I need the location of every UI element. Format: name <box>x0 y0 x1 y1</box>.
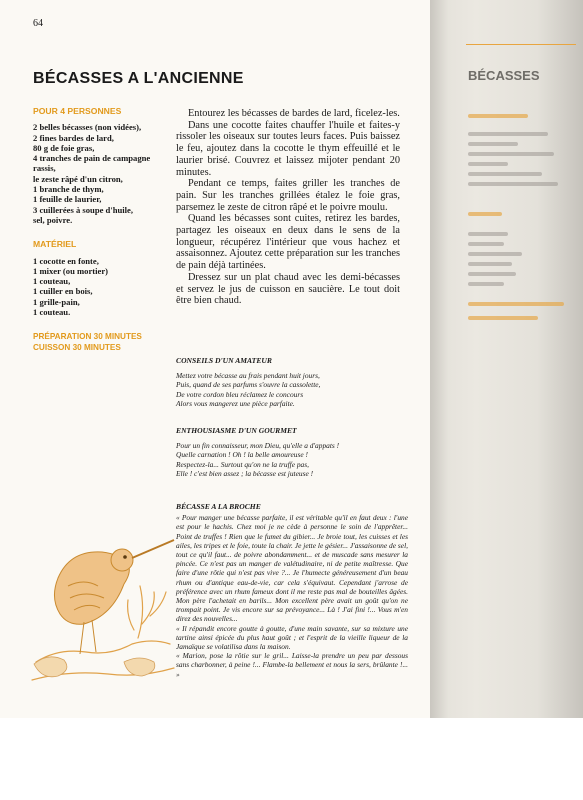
materiel-item: 1 mixer (ou mortier) <box>33 265 109 276</box>
materiel-heading: MATÉRIEL <box>33 239 77 250</box>
ingredient-item: 4 tranches de pain de campagne rassis, <box>33 153 151 174</box>
conseils-title: CONSEILS D'UN AMATEUR <box>176 356 272 365</box>
poem-line: Respectez-la... Surtout qu'on ne la truffe pas, <box>176 459 309 469</box>
poem-line: Alors vous mangerez une pièce parfaite. <box>176 398 295 408</box>
ingredient-item: le zeste râpé d'un citron, <box>33 173 123 184</box>
ingredient-item: sel, poivre. <box>33 214 73 225</box>
broche-paragraph: « Il répandit encore goutte à goutte, d'une main savante, sur sa mixture une tartine ainsi épicée du plus haut goût ; et l'esprit de la vieille liqueur de la Jamaïque se volatilisa dans la maison. <box>176 623 408 652</box>
ingredient-item: 2 fines bardes de lard, <box>33 132 114 143</box>
facing-page-bleed <box>430 0 583 718</box>
poem-line: Pour un fin connaisseur, mon Dieu, qu'elle a d'appats ! <box>176 441 340 451</box>
poem-line: Puis, quand de ses parfums s'ouvre la cassolette, <box>176 380 321 390</box>
scan-margin <box>0 718 583 800</box>
method-paragraph: Pendant ce temps, faites griller les tranches de pain. Sur les tranches grillées étalez le foie gras, parsemez le zeste de citron râpé et le poivre moulu. <box>176 178 400 213</box>
servings-heading: POUR 4 PERSONNES <box>33 106 122 116</box>
enthousiasme-block <box>176 426 406 478</box>
method-paragraph: Dans une cocotte faites chauffer l'huile et faites-y rissoler les oiseaux sur toutes leurs faces. Puis baissez le feu, ajoutez dans la cocotte le thym effeuillé et le laurier brisé. Couvrez et laissez mijoter pendant 20 minutes. <box>176 119 400 178</box>
materiel-item: 1 cuiller en bois, <box>33 286 93 297</box>
broche-title: BÉCASSE A LA BROCHE <box>176 502 261 511</box>
preparation-time: PRÉPARATION 30 MINUTES <box>33 332 142 342</box>
left-column <box>33 106 168 353</box>
page-number: 64 <box>33 18 43 29</box>
woodcock-illustration <box>28 512 176 698</box>
cooking-time: CUISSON 30 MINUTES <box>33 343 121 353</box>
poem-line: Mettez votre bécasse au frais pendant huit jours, <box>176 371 320 381</box>
ingredient-item: 1 feuille de laurier, <box>33 194 102 205</box>
materiel-item: 1 couteau, <box>33 276 71 287</box>
method-paragraph: Quand les bécasses sont cuites, retirez les bardes, partagez les oiseaux en deux dans le sens de la longueur, récupérez l'intérieur que vous hachez et assaisonnez. Ajoutez cette préparation sur les tranches de pain déjà tartinées. <box>176 213 400 272</box>
broche-paragraph: « Marion, pose la rôtie sur le gril... Laisse-la prendre un peu par dessous sans charbonner, à peine !... Flambe-la bellement et nous la sers, brûlante !... » <box>176 651 408 679</box>
materiel-item: 1 grille-pain, <box>33 296 80 307</box>
method-paragraph: Entourez les bécasses de bardes de lard, ficelez-les. <box>188 108 400 119</box>
materiel-item: 1 cocotte en fonte, <box>33 255 99 266</box>
ingredient-item: 3 cuillerées à soupe d'huile, <box>33 204 134 215</box>
ingredient-item: 2 belles bécasses (non vidées), <box>33 122 142 133</box>
enthousiasme-title: ENTHOUSIASME D'UN GOURMET <box>176 426 297 435</box>
conseils-block <box>176 356 406 408</box>
ingredient-item: 1 branche de thym, <box>33 184 104 195</box>
broche-block <box>176 502 408 679</box>
ingredient-item: 80 g de foie gras, <box>33 142 95 153</box>
recipe-title: BÉCASSES A L'ANCIENNE <box>33 70 244 87</box>
method-column <box>176 108 400 307</box>
facing-page-title: BÉCASSES <box>468 68 540 83</box>
materiel-item: 1 couteau. <box>33 307 71 318</box>
broche-paragraph: « Pour manger une bécasse parfaite, il est véritable qu'il en faut deux : l'une est pour le hachis. Chez moi je ne cède à personne le soin de l'apprêter... Point de truffes ! Rien que le fumet du gibier... Je broie tout, les cuisses et les ailes, les tripes et le foie, toute la chair. Je jette le gésier... J'assaisonne de sel, tout ce qu'il faut... de poivre abondamment... et de muscade sans mesurer la pincée. Ce n'est pas un manger de valétudinaire, ni de petite maîtresse. Que faire d'une rôtie qui n'est pas vive ?... Je l'humecte généreusement d'un beau rhum ou d'antique eau-de-vie, car cela s'équivaut. Cependant j'arrose de préférence avec un rhum fameux dont il me reste pas mal de bouteilles âgées. Mon père l'achetait en barils... Mon excellent père avait un goût qu'on ne trompait point. Je vis encore sur sa prévoyance... Là ! J'ai fini !... Vous m'en direz des nouvelles... <box>176 513 408 624</box>
poem-line: De votre cordon bleu réclamez le concours <box>176 389 304 399</box>
poem-line: Quelle carnation ! Oh ! la belle amoureuse ! <box>176 450 308 460</box>
method-paragraph: Dressez sur un plat chaud avec les demi-bécasses et servez le jus de cuisson en saucière. Le tout doit être bien chaud. <box>176 271 400 307</box>
poem-line: Elle ! c'est bien assez ; la bécasse est juteuse ! <box>176 468 314 478</box>
